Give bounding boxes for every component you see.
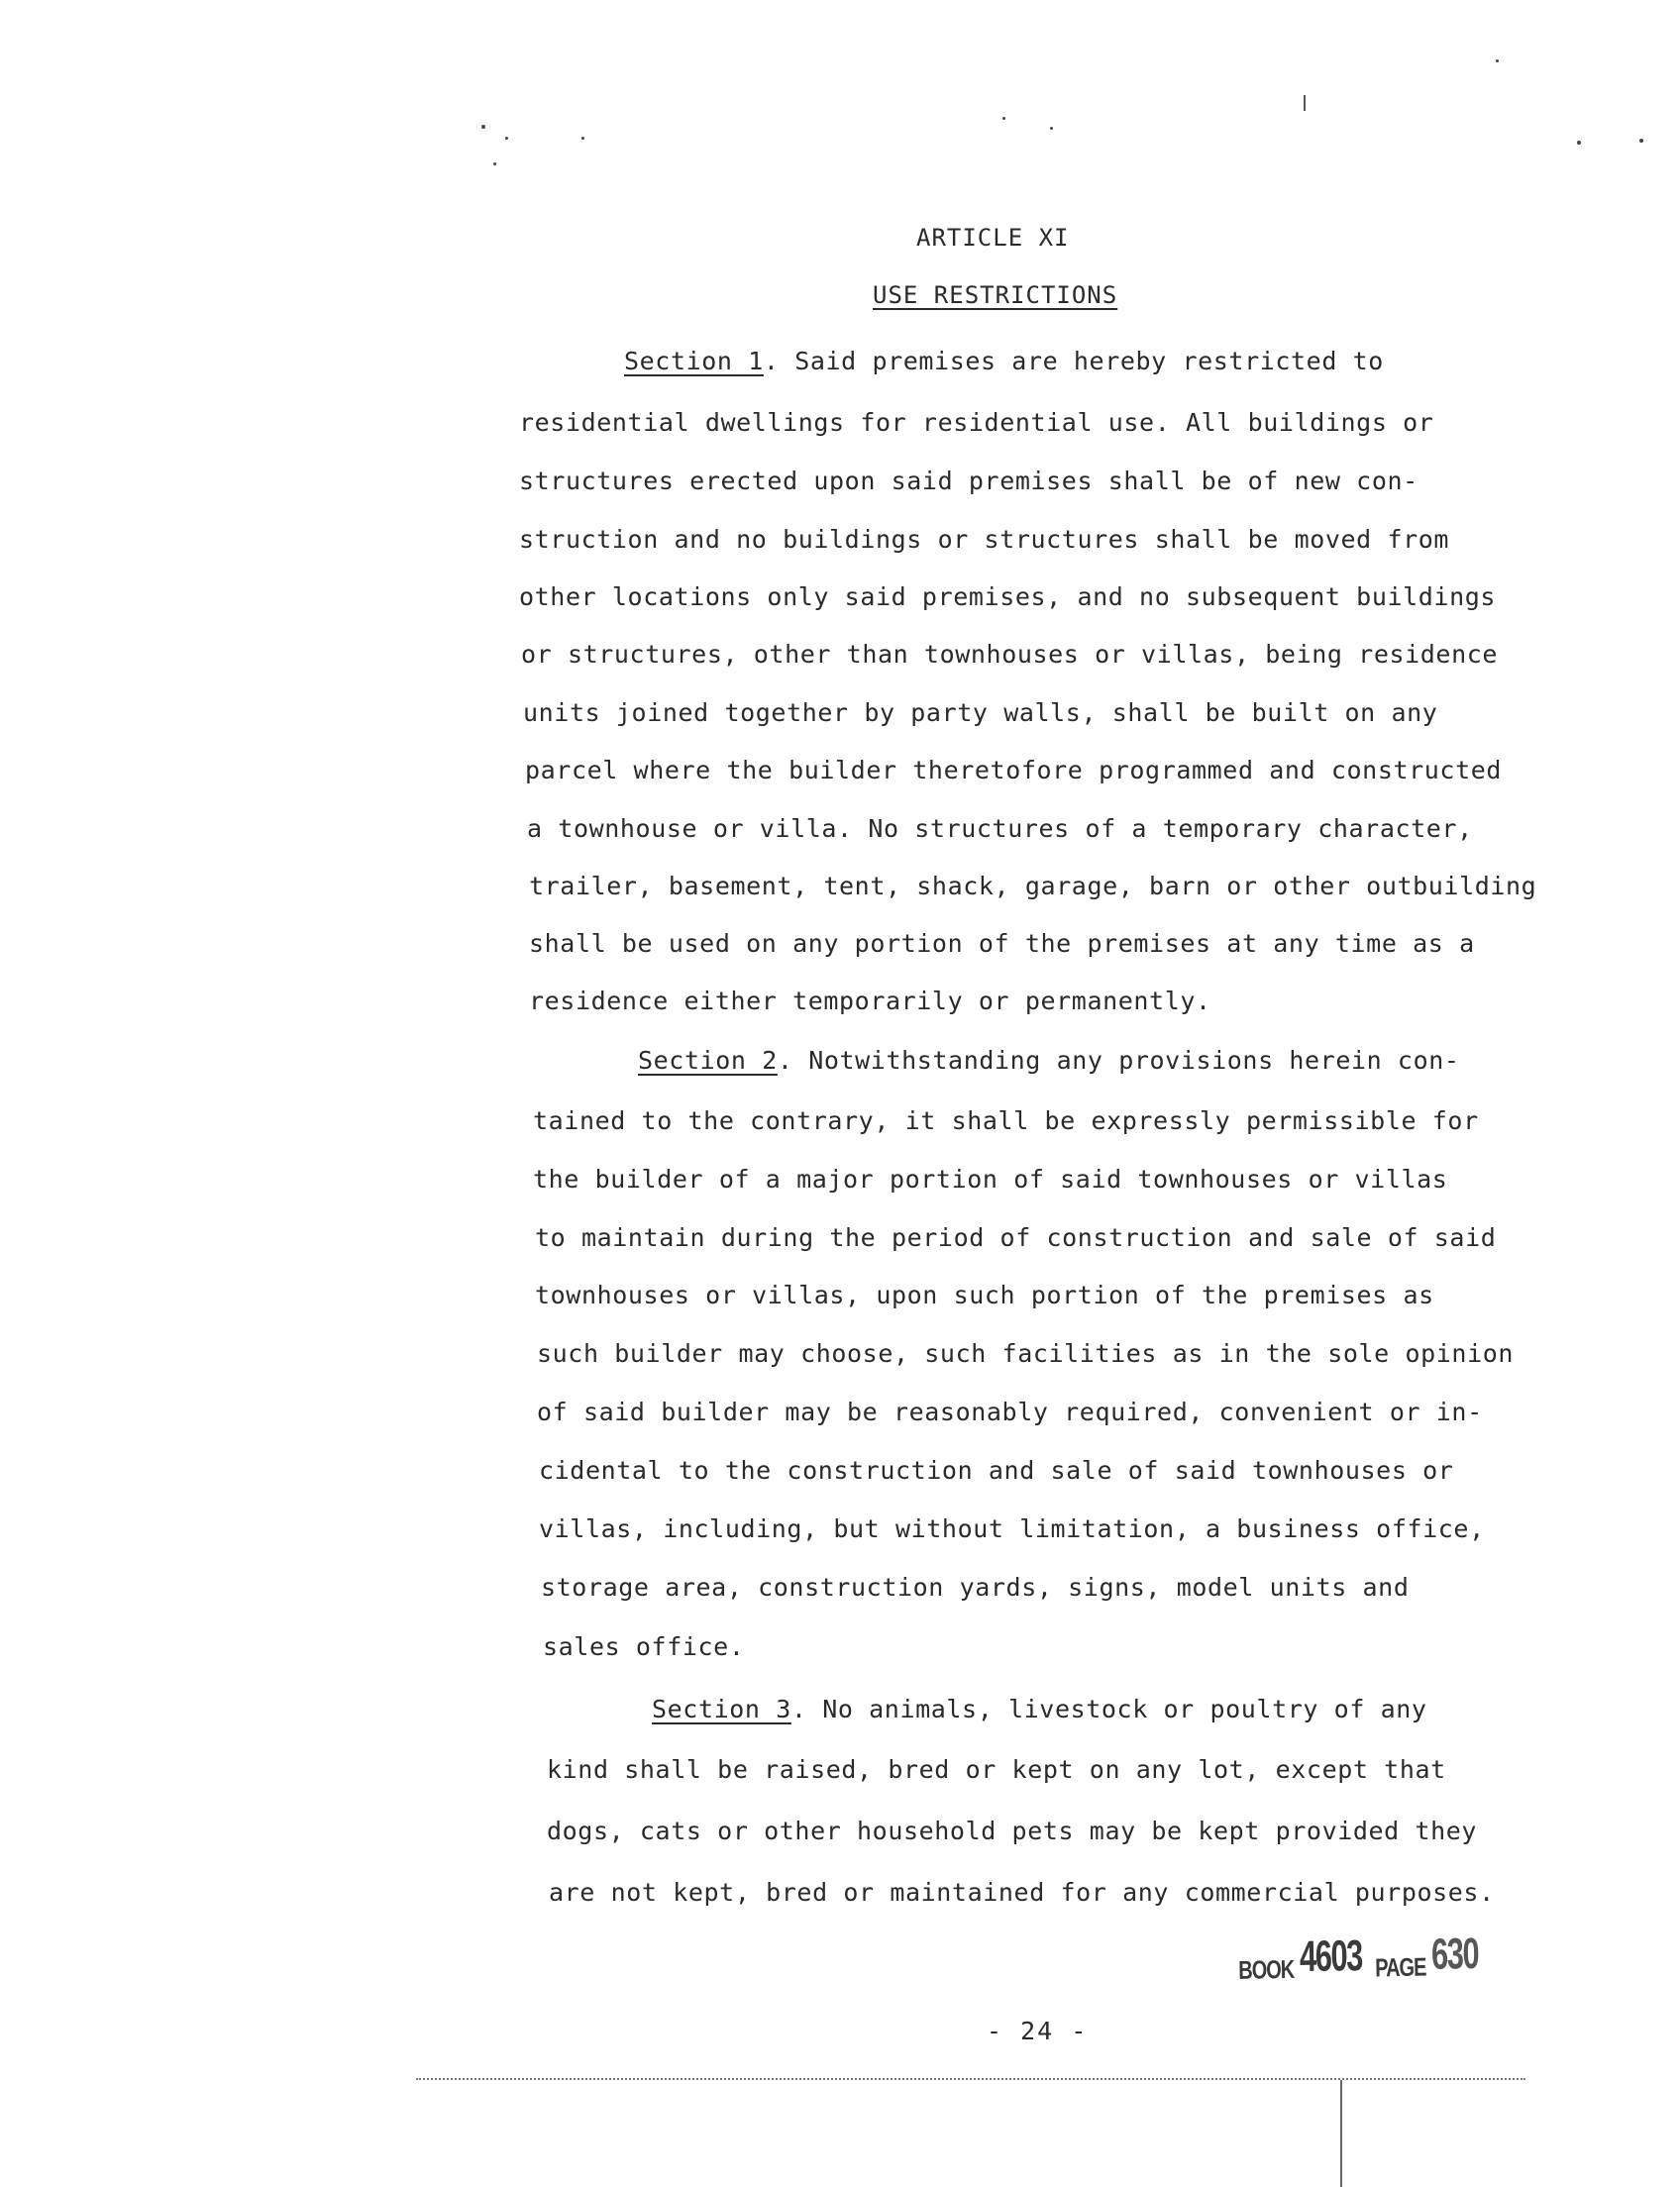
scan-edge-line (416, 2078, 1525, 2080)
scan-mark (1304, 95, 1306, 111)
section-1-line: residential dwellings for residential use. All buildings or (519, 408, 1434, 437)
section-2-line: villas, including, but without limitation, a business office, (539, 1514, 1485, 1543)
section-1-line: struction and no buildings or structures shall be moved from (519, 525, 1450, 554)
scan-speck (1050, 127, 1053, 130)
section-3-line: kind shall be raised, bred or kept on any lot, except that (547, 1755, 1446, 1784)
section-1-text: Said premises are hereby restricted to (794, 347, 1384, 375)
stamp-book-label: BOOK (1237, 1955, 1295, 1986)
page-number: - 24 - (987, 2017, 1089, 2045)
section-2-line: tained to the contrary, it shall be expressly permissible for (533, 1106, 1479, 1135)
scan-speck (1577, 141, 1581, 145)
scan-speck (1496, 59, 1499, 62)
section-label-period: . (763, 347, 795, 375)
section-label-period: . (777, 1046, 809, 1075)
section-1-line: units joined together by party walls, shall be built on any (523, 698, 1438, 727)
section-2-line: sales office. (543, 1632, 745, 1661)
section-2-line: the builder of a major portion of said townhouses or villas (533, 1165, 1448, 1194)
section-1-line: structures erected upon said premises shall be of new con- (519, 467, 1418, 495)
scan-speck (581, 137, 584, 140)
section-1-line: trailer, basement, tent, shack, garage, barn or other outbuilding (529, 872, 1537, 900)
section-1-line: or structures, other than townhouses or villas, being residence (521, 640, 1499, 669)
section-2-line: cidental to the construction and sale of said townhouses or (539, 1456, 1454, 1485)
section-2-text: Notwithstanding any provisions herein con- (808, 1046, 1460, 1075)
article-subtitle: USE RESTRICTIONS (873, 281, 1118, 309)
section-3-line: dogs, cats or other household pets may be kept provided they (547, 1817, 1478, 1845)
section-1-line: parcel where the builder theretofore programmed and constructed (525, 756, 1503, 784)
section-1-line: other locations only said premises, and no subsequent buildings (519, 582, 1497, 611)
recording-stamp (1237, 1929, 1492, 1986)
stamp-page-label: PAGE (1374, 1953, 1426, 1983)
section-2-line: of said builder may be reasonably required, convenient or in- (537, 1398, 1483, 1426)
section-2-label: Section 2 (638, 1046, 778, 1075)
section-3-label: Section 3 (652, 1695, 791, 1723)
scan-speck (1002, 117, 1005, 120)
section-2-line: to maintain during the period of construction and sale of said (535, 1223, 1497, 1252)
scan-speck (481, 125, 485, 129)
section-1-line: residence either temporarily or permanently. (529, 987, 1211, 1015)
scan-speck (505, 137, 508, 140)
section-3-line: are not kept, bred or maintained for any commercial purposes. (549, 1878, 1495, 1907)
section-1-line: shall be used on any portion of the premises at any time as a (529, 929, 1475, 958)
section-2-line: townhouses or villas, upon such portion of the premises as (535, 1281, 1434, 1309)
section-2-line (638, 1046, 1460, 1075)
scan-mark (1340, 2080, 1342, 2187)
article-title: ARTICLE XI (916, 224, 1070, 252)
section-1-line (624, 347, 1384, 375)
section-1-line: a townhouse or villa. No structures of a temporary character, (527, 814, 1473, 843)
scan-speck (493, 162, 496, 165)
stamp-page-number: 630 (1430, 1929, 1479, 1979)
section-3-line (652, 1695, 1427, 1723)
section-3-text: No animals, livestock or poultry of any (822, 1695, 1427, 1723)
section-2-line: such builder may choose, such facilities as in the sole opinion (537, 1339, 1515, 1368)
scan-speck (1639, 139, 1643, 143)
section-1-label: Section 1 (624, 347, 764, 375)
section-label-period: . (790, 1695, 823, 1723)
stamp-book-number: 4603 (1299, 1931, 1363, 1982)
section-2-line: storage area, construction yards, signs, model units and (541, 1573, 1410, 1602)
